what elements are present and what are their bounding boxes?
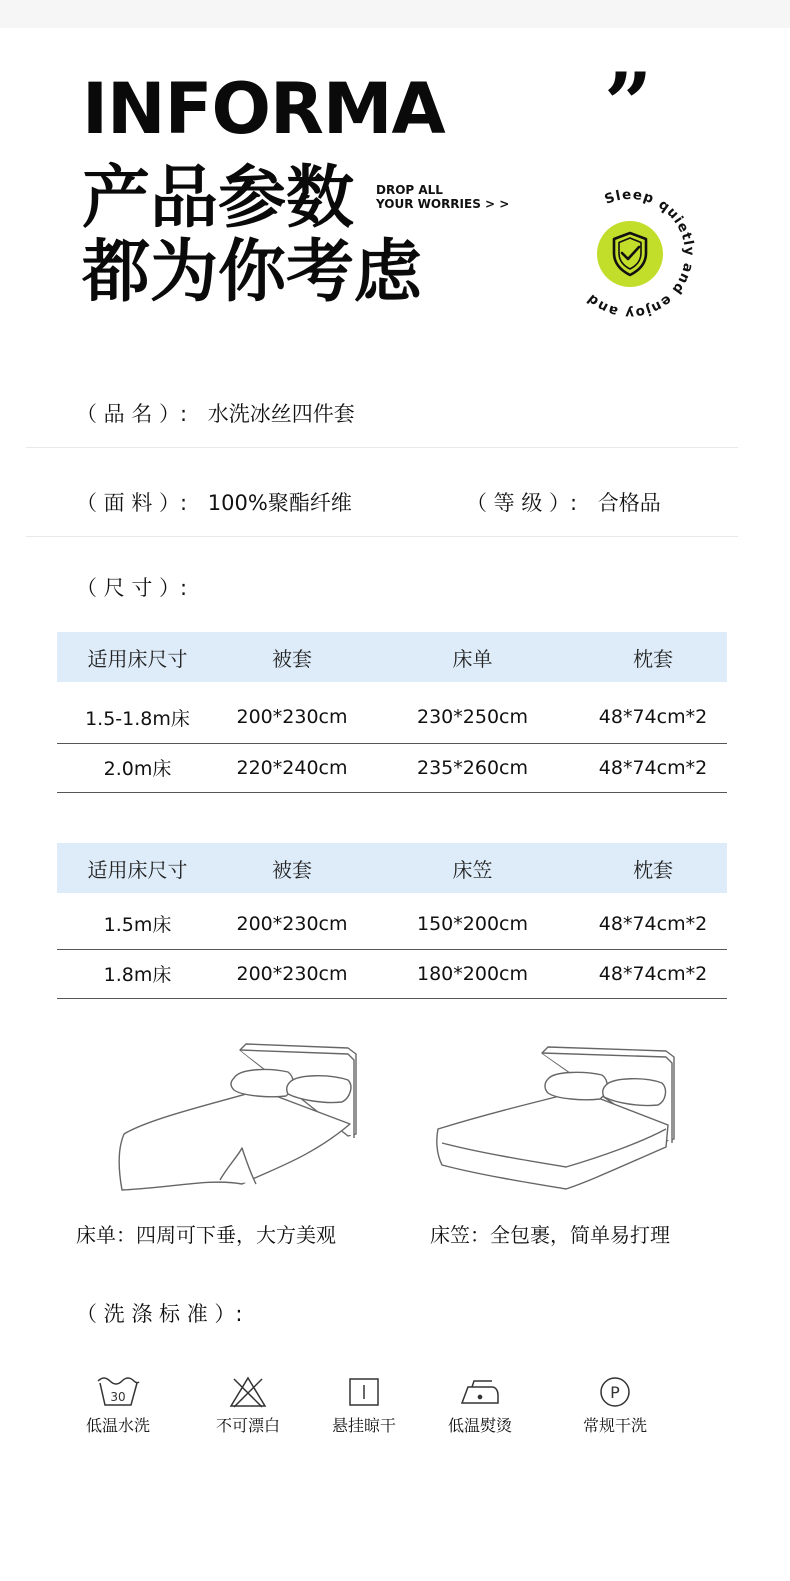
table-header-cell: 枕套 — [579, 632, 727, 682]
table-cell: 200*230cm — [218, 949, 366, 998]
table-header-cell: 被套 — [218, 843, 366, 893]
care-item-wash — [68, 1375, 168, 1436]
table-cell: 48*74cm*2 — [579, 743, 727, 792]
dry-clean-p-icon — [597, 1375, 633, 1409]
sleep-badge — [560, 184, 700, 324]
divider — [26, 536, 738, 537]
brand-title: INFORMA — [82, 68, 445, 150]
table-header-cell: 床单 — [366, 632, 579, 682]
table-cell: 200*230cm — [218, 682, 366, 743]
care-item-label: 低温水洗 — [85, 1416, 150, 1435]
care-item-hang-dry — [314, 1375, 414, 1436]
svg-text:P: P — [610, 1383, 620, 1402]
badge-ring-text: Sleep quietly and enjoy and — [583, 186, 698, 322]
size-label: （ 尺 寸 ）: — [76, 576, 188, 600]
table-row — [57, 682, 727, 743]
table-row — [57, 893, 727, 949]
no-bleach-icon — [228, 1375, 268, 1409]
badge-circle — [597, 221, 663, 287]
divider — [26, 447, 738, 448]
product-name-row — [76, 398, 355, 428]
tagline — [376, 183, 509, 211]
table-cell: 48*74cm*2 — [579, 682, 727, 743]
table-cell: 48*74cm*2 — [579, 949, 727, 998]
product-name-label: （ 品 名 ）: — [76, 402, 188, 426]
table-cell: 150*200cm — [366, 893, 579, 949]
quote-mark-icon: ” — [604, 54, 653, 153]
flat-sheet-caption: 床单：四周可下垂，大方美观 — [76, 1223, 336, 1247]
table-cell: 230*250cm — [366, 682, 579, 743]
table-header-cell: 枕套 — [579, 843, 727, 893]
care-item-dry-clean — [565, 1375, 665, 1436]
tagline-line-2: YOUR WORRIES > > — [376, 197, 510, 211]
care-item-label: 不可漂白 — [215, 1416, 280, 1435]
table-cell: 1.5m床 — [57, 893, 218, 949]
table-header-row — [57, 632, 727, 682]
hang-dry-icon — [347, 1375, 381, 1409]
table-cell: 1.8m床 — [57, 949, 218, 998]
table-row — [57, 743, 727, 792]
grade-label: （ 等 级 ）: — [466, 491, 578, 515]
table-cell: 48*74cm*2 — [579, 893, 727, 949]
tagline-line-1: DROP ALL — [376, 183, 443, 197]
grade-row — [466, 487, 661, 517]
size-table-fitted — [57, 843, 727, 999]
table-cell: 2.0m床 — [57, 743, 218, 792]
table-header-cell: 床笠 — [366, 843, 579, 893]
table-header-cell: 被套 — [218, 632, 366, 682]
headline-line-2: 都为你考虑 — [82, 233, 423, 312]
size-table-sheet — [57, 632, 727, 793]
fabric-row — [76, 487, 352, 517]
svg-text:30: 30 — [110, 1390, 126, 1404]
fabric-label: （ 面 料 ）: — [76, 491, 188, 515]
table-cell: 200*230cm — [218, 893, 366, 949]
headline — [82, 159, 423, 312]
headline-line-1: 产品参数 — [82, 159, 355, 238]
product-name-value: 水洗冰丝四件套 — [207, 402, 355, 426]
table-header-cell: 适用床尺寸 — [57, 632, 218, 682]
table-header-cell: 适用床尺寸 — [57, 843, 218, 893]
care-item-label: 低温熨烫 — [447, 1416, 512, 1435]
table-header-row — [57, 843, 727, 893]
care-item-label: 常规干洗 — [582, 1416, 647, 1435]
care-label: （ 洗 涤 标 准 ）: — [76, 1302, 243, 1326]
care-item-no-bleach — [198, 1375, 298, 1436]
flat-sheet-bed-illustration — [110, 1038, 370, 1198]
care-item-label: 悬挂晾干 — [331, 1416, 396, 1435]
fitted-sheet-bed-illustration — [430, 1043, 690, 1203]
grade-value: 合格品 — [597, 491, 661, 515]
table-cell: 235*260cm — [366, 743, 579, 792]
low-iron-icon — [458, 1375, 502, 1409]
care-item-low-iron — [430, 1375, 530, 1436]
fitted-sheet-caption: 床笠：全包裹，简单易打理 — [430, 1223, 670, 1247]
product-info-page — [0, 28, 790, 1581]
wash-30-icon — [96, 1375, 140, 1409]
table-cell: 1.5-1.8m床 — [57, 682, 218, 743]
table-cell: 180*200cm — [366, 949, 579, 998]
fabric-value: 100%聚酯纤维 — [207, 491, 352, 515]
table-row — [57, 949, 727, 998]
table-cell: 220*240cm — [218, 743, 366, 792]
